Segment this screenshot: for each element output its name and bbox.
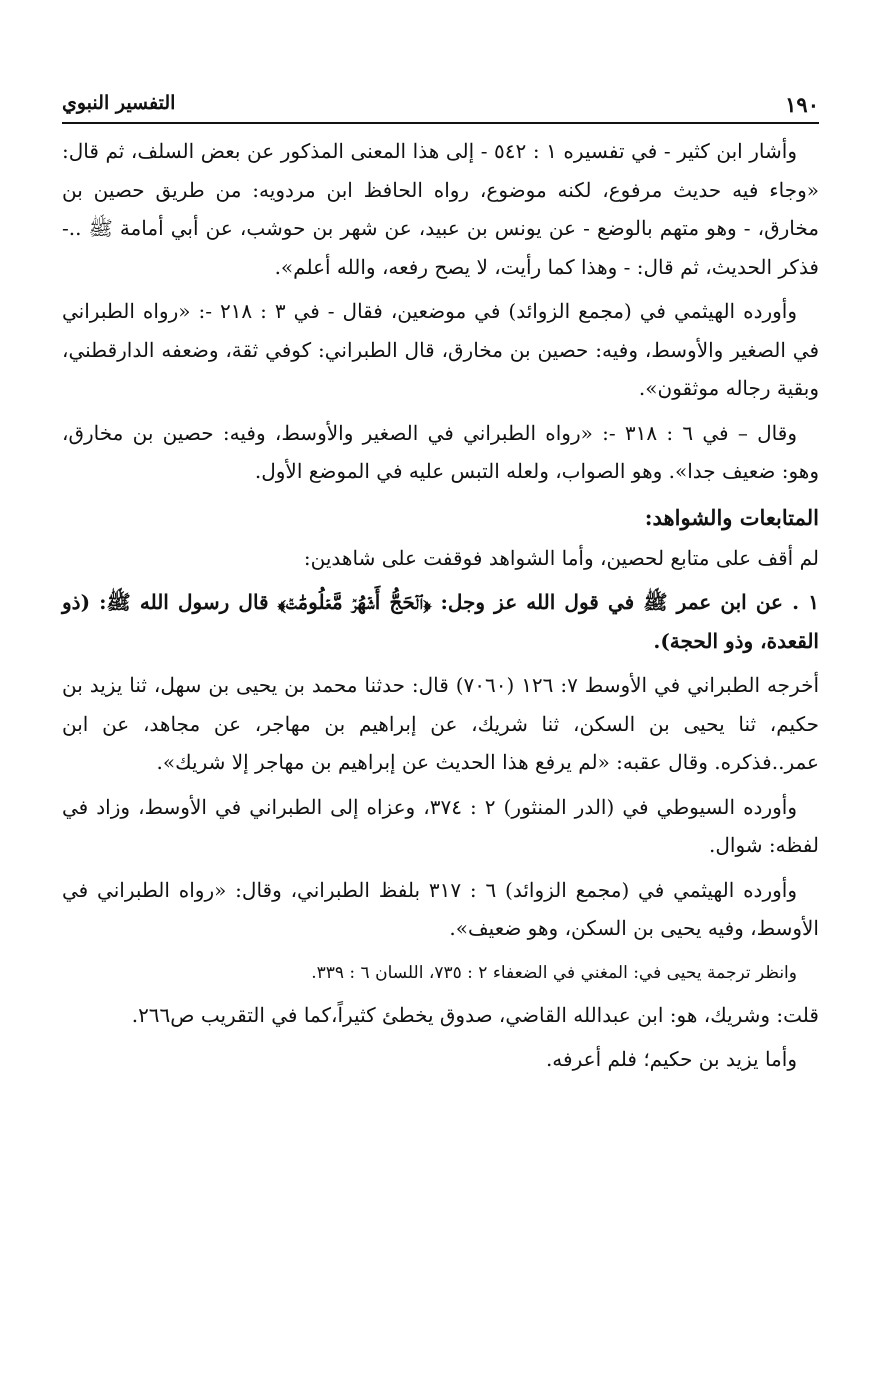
paragraph-ibn-kathir: وأشار ابن كثير - في تفسيره ١ : ٥٤٢ - إلى هذا المعنى المذكور عن بعض السلف، ثم قال: «وجاء فيه حديث مرفوع، لكنه موضوع، رواه الحافظ ابن مردويه: من طريق حصين بن مخارق، - وهو متهم بالوضع - عن يونس بن عبيد، عن شهر بن حوشب، عن أبي أمامة ﷺ ..- فذكر الحديث، ثم قال: - وهذا كما رأيت، لا يصح رفعه، والله أعلم». [62, 139, 820, 279]
paragraph-haythami-first: وأورده الهيثمي في (مجمع الزوائد) في موضعين، فقال - في ٣ : ٢١٨ -: «رواه الطبراني في الصغير والأوسط، وفيه: حصين بن مخارق، قال الطبراني: كوفي ثقة، وضعفه الدارقطني، وبقية رجاله موثقون». [62, 299, 819, 400]
section-heading: المتابعات والشواهد: [644, 504, 819, 530]
page-number: ١٩٠ [785, 92, 819, 117]
paragraph-yazid: وأما يزيد بن حكيم؛ فلم أعرفه. [545, 1047, 797, 1071]
paragraph-takhrij-tabarani: أخرجه الطبراني في الأوسط ٧: ١٢٦ (٧٠٦٠) قال: حدثنا محمد بن يحيى بن سهل، ثنا يزيد بن حكيم، ثنا يحيى بن السكن، ثنا شريك، عن إبراهيم بن مهاجر، عن مجاهد، عن ابن عمر..فذكره. وقال عقبه: «لم يرفع هذا الحديث عن إبراهيم بن مهاجر إلا شريك». [62, 673, 819, 774]
paragraph-hadith-ibn-umar: ١ . عن ابن عمر ﷺ في قول الله عز وجل: ﴿ٱلۡحَجُّ أَشۡهُرٞ مَّعۡلُومَٰتٞ﴾ قال رسول الله ﷺ: (ذو القعدة، وذو الحجة). [62, 590, 820, 653]
paragraph-intro-witnesses: لم أقف على متابع لحصين، وأما الشواهد فوقفت على شاهدين: [303, 545, 819, 570]
page-body [62, 124, 819, 1079]
paragraph-haythami-second: وقال – في ٦ : ٣١٨ -: «رواه الطبراني في الصغير والأوسط، وفيه: حصين بن مخارق، وهو: ضعيف جدا». وهو الصواب، ولعله التبس عليه في الموضع الأول. [62, 420, 819, 483]
running-head [62, 88, 819, 124]
book-title: التفسير النبوي [62, 92, 176, 114]
book-page [62, 88, 819, 1079]
paragraph-suyuti: وأورده السيوطي في (الدر المنثور) ٢ : ٣٧٤، وعزاه إلى الطبراني في الأوسط، وزاد في لفظه: شوال. [62, 794, 819, 857]
paragraph-yahya-biography: وانظر ترجمة يحيى في: المغني في الضعفاء ٢ : ٧٣٥، اللسان ٦ : ٣٣٩. [311, 962, 797, 983]
paragraph-sharik: قلت: وشريك، هو: ابن عبدالله القاضي، صدوق يخطئ كثيراً،كما في التقريب ص٢٦٦. [131, 1002, 819, 1027]
paragraph-haythami-third: وأورده الهيثمي في (مجمع الزوائد) ٦ : ٣١٧ بلفظ الطبراني، وقال: «رواه الطبراني في الأوسط، وفيه يحيى بن السكن، وهو ضعيف». [62, 877, 819, 940]
